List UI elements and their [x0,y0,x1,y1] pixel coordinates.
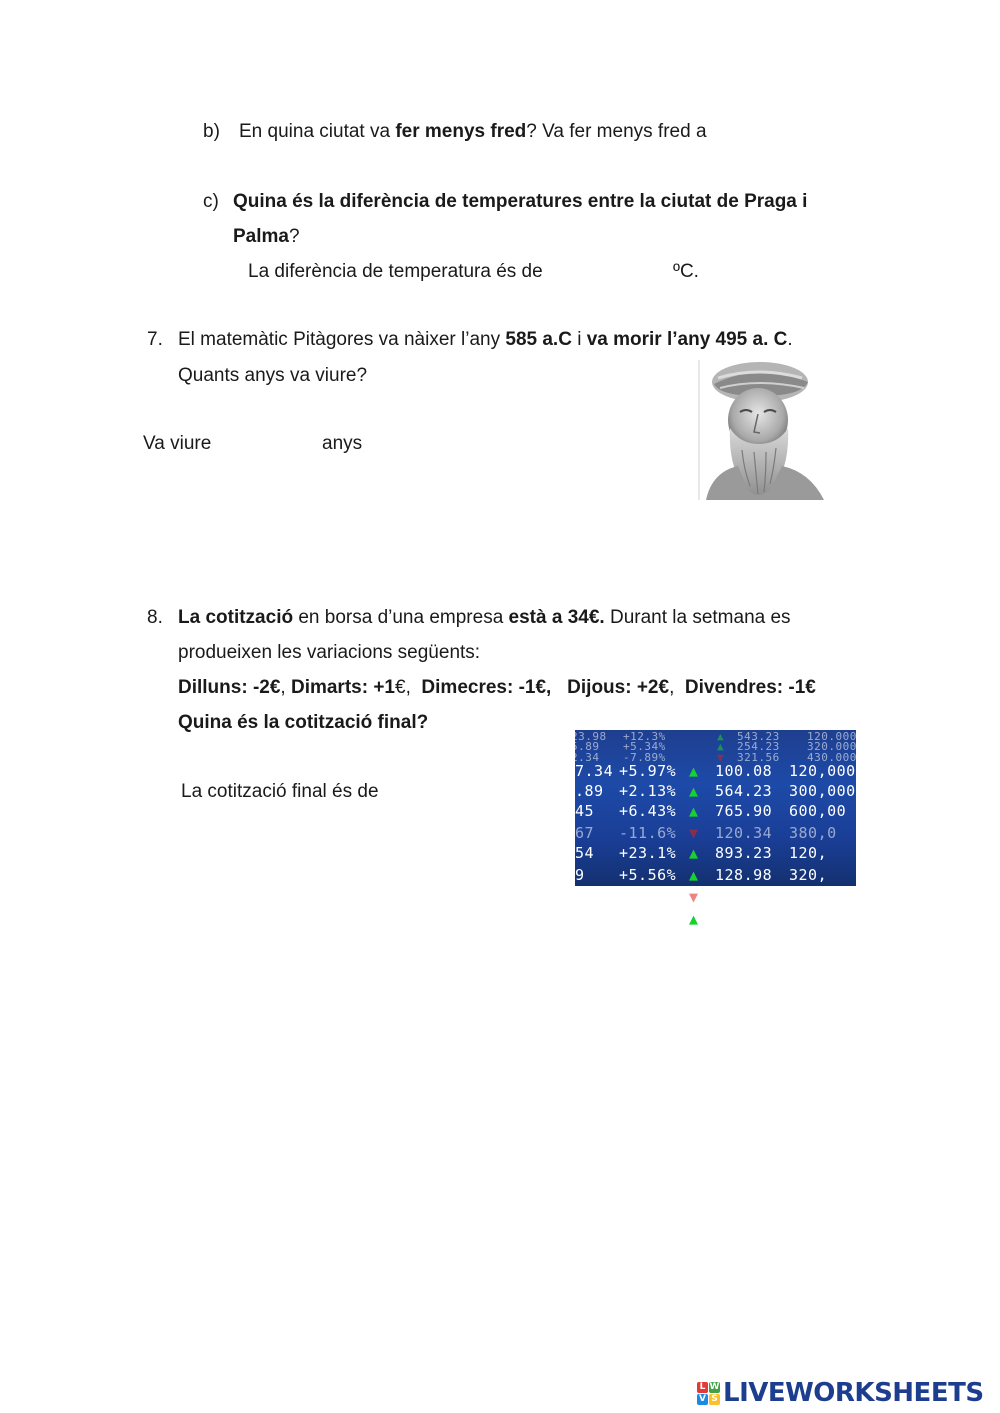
ticker-cell: 3 [575,888,585,906]
liveworksheets-logo-icon [697,1382,721,1406]
ticker-cell: 564.23 [715,782,773,800]
q7-t2: i [571,329,587,350]
ticker-cell: .89 [575,782,604,800]
arrow-up-icon: ▲ [717,730,725,743]
ticker-cell: 380,0 [789,824,837,842]
ticker-cell: 128.98 [715,866,773,884]
q6b-text-post: ? Va fer menys fred a [526,121,707,142]
logo-mark-cell: W [709,1382,720,1392]
q8-day-sep: , [280,677,291,698]
q6c-line1 [233,191,807,213]
ticker-cell: 320, [789,866,828,884]
ticker-cell: 23.98 [571,730,607,743]
q6c-marker: c) [203,191,219,212]
ticker-cell: 600,00 [789,802,847,820]
arrow-up-icon: ▲ [689,866,699,884]
ticker-cell: 120,000 [789,762,856,780]
arrow-up-icon: ▲ [717,740,725,753]
ticker-cell: 765.90 [715,802,773,820]
q6b-answer-field[interactable] [740,118,868,144]
ticker-row [575,844,875,864]
q8-b1: La cotització [178,607,294,628]
q8-day-sep: , [669,677,685,698]
q8-day-tuesday-unit: € [395,677,406,698]
q7-number: 7. [147,329,163,350]
q8-t2: Durant la setmana es [604,607,791,628]
q8-t1: en borsa d’una empresa [293,607,509,628]
ticker-cell: -7.89% [623,751,666,764]
ticker-cell: 9 [575,866,585,884]
ticker-cell: 300,000 [789,782,856,800]
q7-answer-label: Va viure [143,433,212,454]
ticker-cell: 893.23 [715,844,773,862]
q8-answer-label: La cotització final és de [181,781,379,802]
q7-b2: va morir l’any 495 a. C [586,329,788,350]
logo-mark-cell: V [697,1394,708,1405]
q7-b1: 585 a.C [505,329,572,350]
q7-line2: Quants anys va viure? [178,365,368,386]
q8-answer-field[interactable] [396,778,544,804]
arrow-down-icon: ▼ [717,751,725,764]
ticker-cell: 54 [575,844,595,862]
ticker-cell: 7.34 [575,762,614,780]
arrow-up-icon: ▲ [689,762,699,780]
ticker-cell: +11.3% [619,910,677,928]
ticker-cell: 2.34 [571,751,600,764]
ticker-row [575,866,875,886]
q6b-text [239,121,707,143]
ticker-row [575,782,875,802]
ticker-cell: 120, [789,844,828,862]
ticker-cell: -3.67% [619,888,677,906]
ticker-row [575,802,875,822]
arrow-up-icon: ▲ [689,910,699,928]
ticker-cell: 5.89 [571,740,600,753]
q6b-text-bold: fer menys fred [395,121,527,142]
arrow-up-icon: ▲ [689,802,699,820]
q7-line1 [178,329,793,351]
q6b-text-pre: En quina ciutat va [239,121,396,142]
q8-day-sep: , [405,677,422,698]
ticker-cell: 430.000 [807,751,857,764]
ticker-cell: +6.43% [619,802,677,820]
arrow-up-icon: ▲ [689,844,699,862]
ticker-cell: +5.56% [619,866,677,884]
q8-day-tuesday: Dimarts: +1 [290,677,395,698]
logo-mark-cell: L [697,1382,708,1393]
q7-t3: . [787,329,793,350]
q6c-line1-bold: Quina és la diferència de temperatures entre la ciutat de Praga i [233,191,808,212]
q7-answer-field[interactable] [222,430,324,456]
ticker-cell: +2.13% [619,782,677,800]
q8-line1 [178,607,791,629]
ticker-row [575,910,875,930]
ticker-cell: +5.34% [623,740,666,753]
ticker-cell: 254.23 [737,740,780,753]
ticker-cell: 765.23 [715,910,773,928]
q7-t1: El matemàtic Pitàgores va nàixer l’any [178,329,506,350]
ticker-cell: +5.97% [619,762,677,780]
ticker-row [575,824,875,844]
ticker-cell: +23.1% [619,844,677,862]
pythagoras-bust-image [698,360,828,500]
q6c-answer-label: La diferència de temperatura és de [248,261,543,282]
q6c-answer-field[interactable] [568,258,676,284]
q8-days-line [178,677,816,699]
stock-ticker-image [571,730,857,928]
ticker-cell: 432.12 [715,888,773,906]
q8-question-bold: Quina és la cotització final? [178,712,429,733]
q8-day-friday: Divendres: -1€ [684,677,816,698]
arrow-down-icon: ▼ [689,824,699,842]
ticker-row [575,888,875,908]
q8-line2: produeixen les variacions següents: [178,642,481,663]
q6c-line2 [233,226,300,248]
q8-day-sep [551,677,567,698]
q7-answer-unit: anys [322,433,363,454]
q6c-answer-unit: ºC. [673,261,699,282]
ticker-cell: 45 [575,802,595,820]
q8-day-wednesday: Dimecres: -1€, [421,677,552,698]
q8-day-thursday: Dijous: +2€ [567,677,670,698]
ticker-cell: 67 [575,824,595,842]
q6b-marker: b) [203,121,220,142]
ticker-row [575,762,875,782]
ticker-cell: 15 [789,910,809,928]
q8-day-monday: Dilluns: -2€ [178,677,281,698]
liveworksheets-logo-text: LIVEWORKSHEETS [723,1378,984,1408]
q6c-line2-post: ? [288,226,300,247]
q8-question [178,712,428,734]
q6c-line2-bold: Palma [233,226,289,247]
ticker-cell: 543.23 [737,730,780,743]
ticker-cell: -11.6% [619,824,677,842]
logo-mark-cell: S [709,1394,720,1405]
ticker-cell: 320.000 [807,740,857,753]
q8-b2: està a 34€. [508,607,605,628]
q8-number: 8. [147,607,163,628]
ticker-cell: 750 [789,888,818,906]
ticker-cell: 120.000 [807,730,857,743]
arrow-down-icon: ▼ [689,888,699,906]
liveworksheets-logo [697,1378,997,1410]
ticker-cell: 321.56 [737,751,780,764]
ticker-cell: +12.3% [623,730,666,743]
ticker-cell: 100.08 [715,762,773,780]
ticker-cell: 120.34 [715,824,773,842]
arrow-up-icon: ▲ [689,782,699,800]
